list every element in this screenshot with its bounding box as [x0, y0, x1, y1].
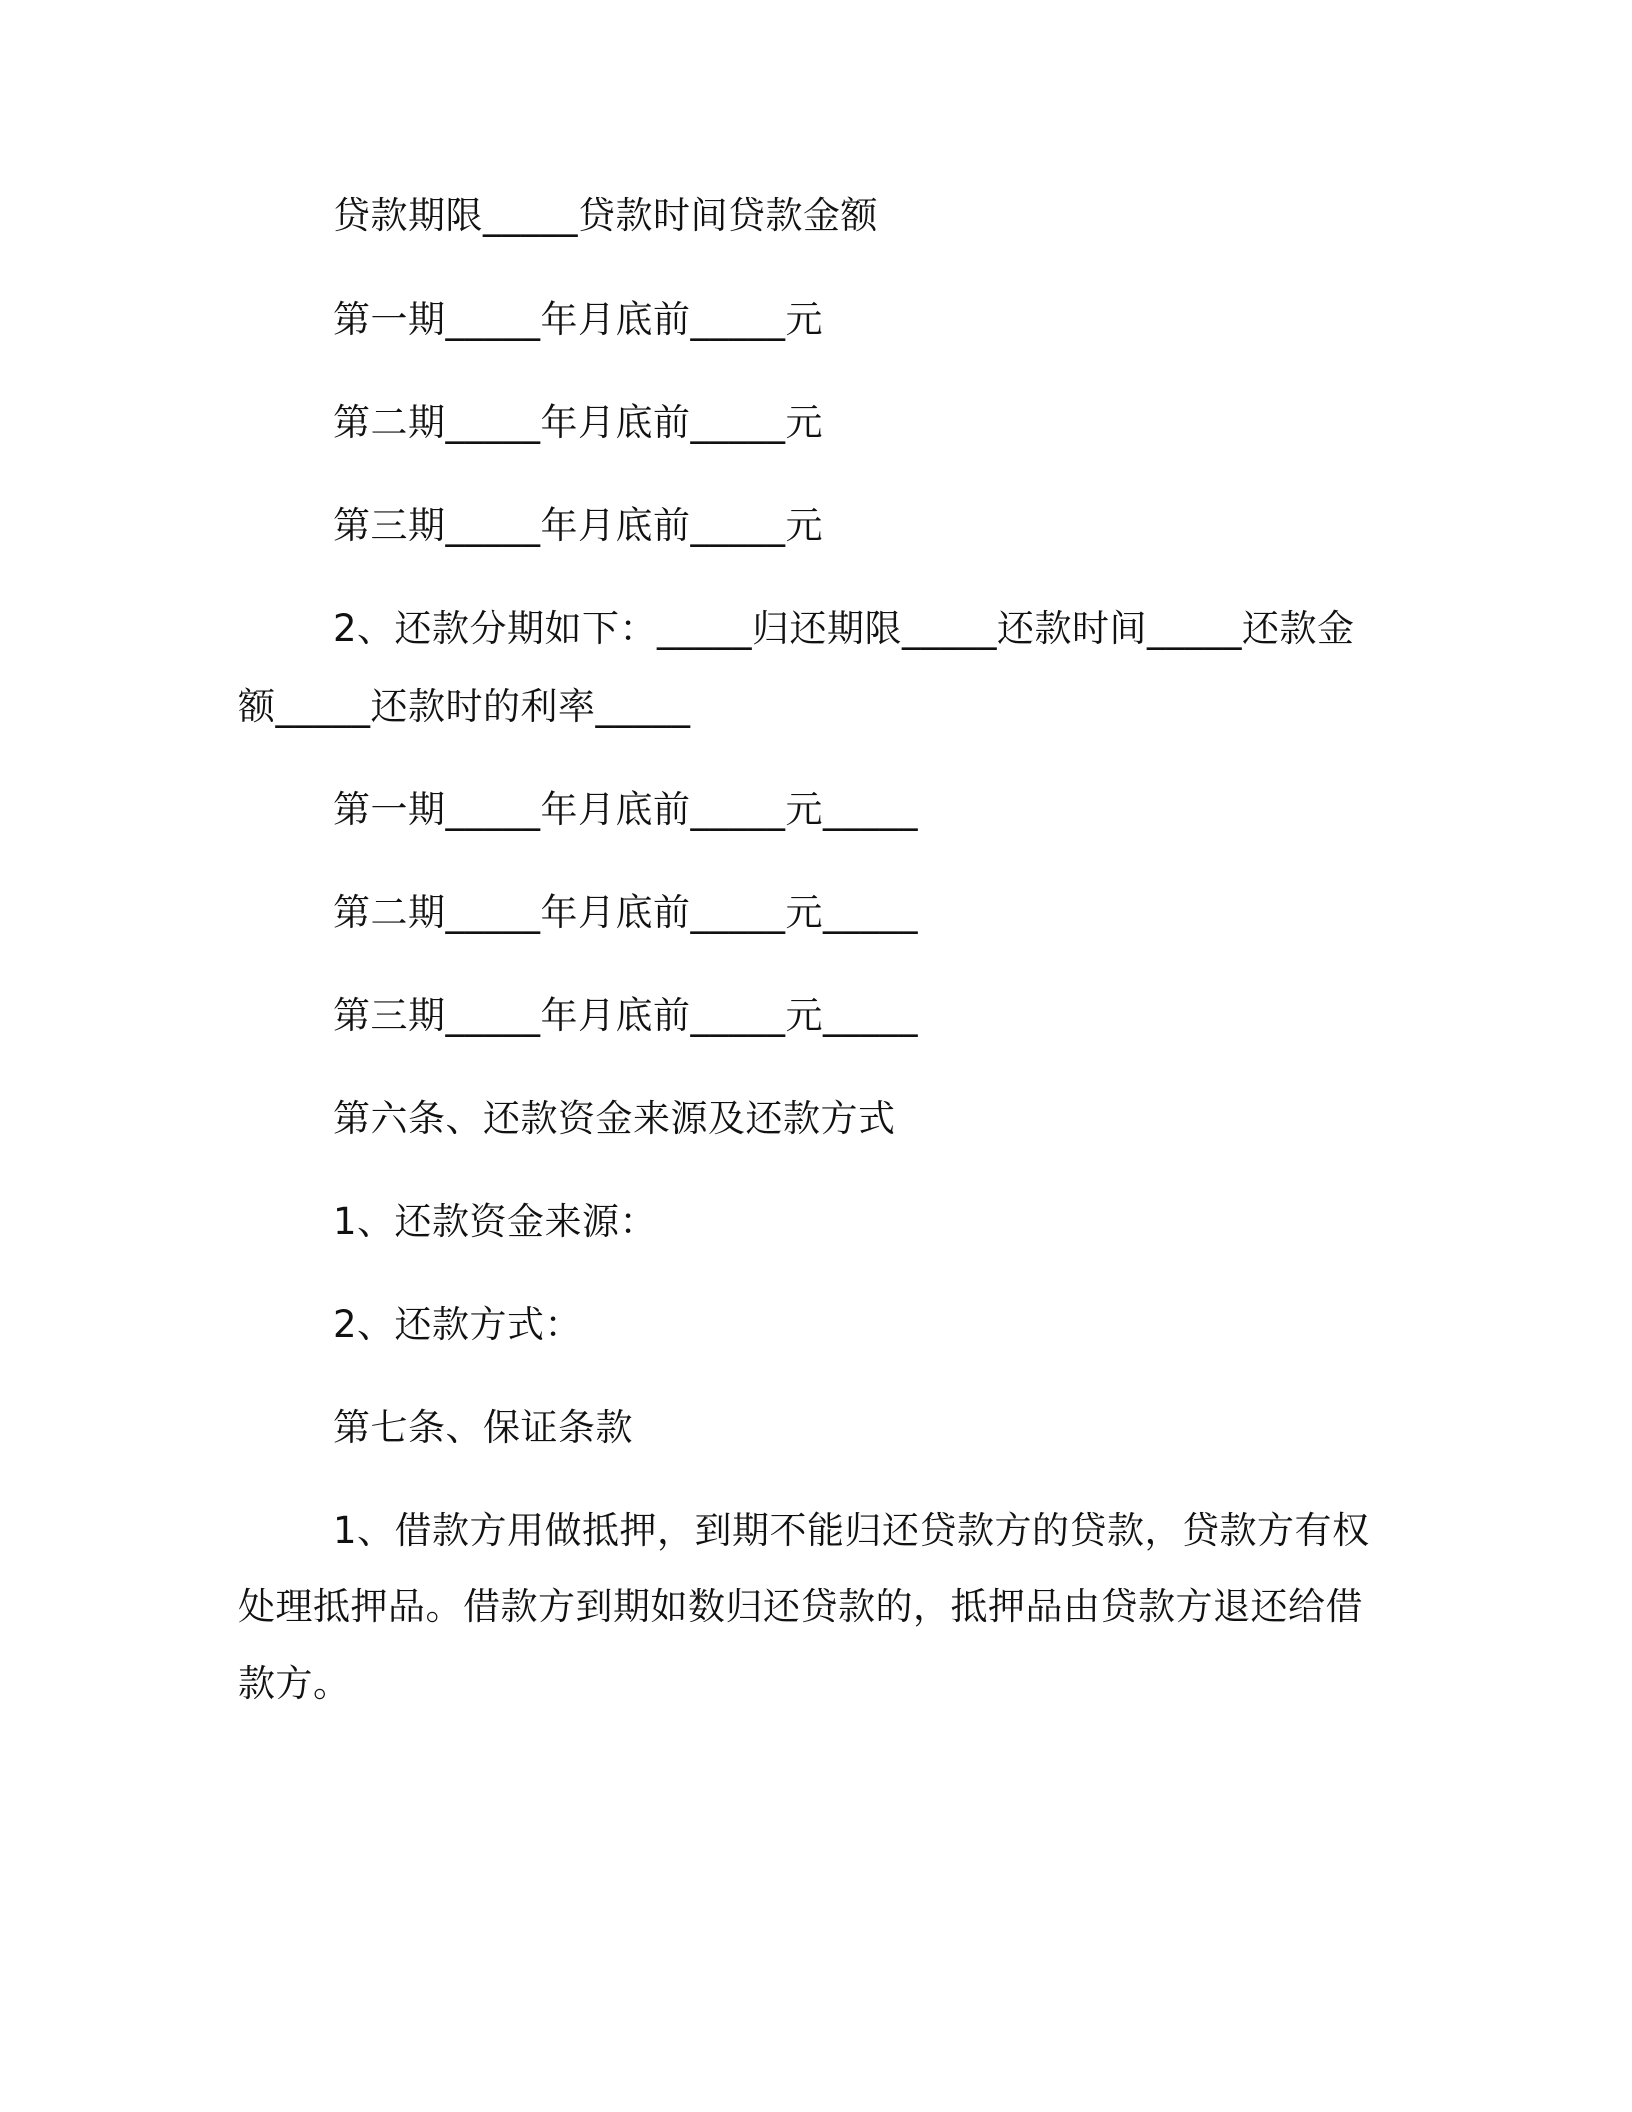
guarantee-clause-line-3: 款方。 [238, 1662, 351, 1705]
repayment-installments-line-2: 额_____还款时的利率_____ [238, 685, 691, 728]
guarantee-clause-line-1: 1、借款方用做抵押，到期不能归还贷款方的贷款，贷款方有权 [333, 1509, 1370, 1552]
loan-period-2-line: 第二期_____年月底前_____元 [333, 401, 823, 444]
repayment-period-2-line: 第二期_____年月底前_____元_____ [333, 891, 918, 934]
repayment-period-3-line: 第三期_____年月底前_____元_____ [333, 994, 918, 1037]
loan-period-1-line: 第一期_____年月底前_____元 [333, 298, 823, 341]
repayment-period-1-line: 第一期_____年月底前_____元_____ [333, 788, 918, 831]
repayment-installments-line-1: 2、还款分期如下：_____归还期限_____还款时间_____还款金 [333, 607, 1355, 650]
loan-period-3-line: 第三期_____年月底前_____元 [333, 504, 823, 547]
guarantee-clause-line-2: 处理抵押品。借款方到期如数归还贷款的，抵押品由贷款方退还给借 [238, 1585, 1363, 1628]
article-6-heading: 第六条、还款资金来源及还款方式 [333, 1097, 896, 1140]
article-7-heading: 第七条、保证条款 [333, 1406, 633, 1449]
loan-term-header-line: 贷款期限_____贷款时间贷款金额 [333, 194, 878, 237]
repayment-method-line: 2、还款方式： [333, 1303, 583, 1346]
repayment-fund-source-line: 1、还款资金来源： [333, 1200, 658, 1243]
